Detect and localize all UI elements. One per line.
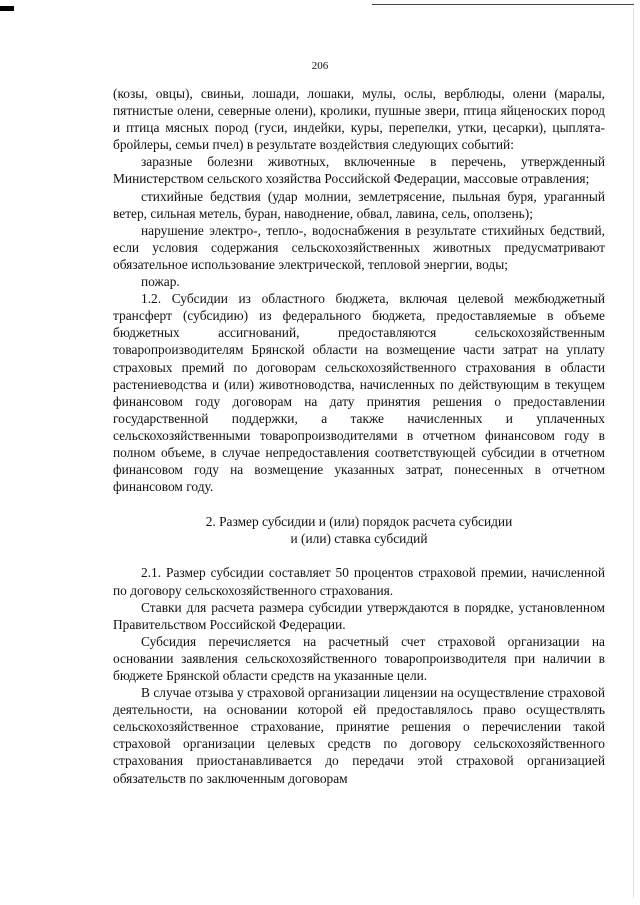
paragraph-fire: пожар. — [141, 274, 180, 290]
paragraph-2-1: 2.1. Размер субсидии составляет 50 процентов страховой премии, начисленной по договору сельскохозяйственного страхования. — [113, 565, 605, 598]
paragraph-license-revocation: В случае отзыва у страховой организации лицензии на осуществление страховой деятельности, на основании которой ей предоставлялось право осуществлять сельскохозяйственное страхование, принятие решения о перечислении такой страховой организации целевых средств по договору сельскохозяйственного страхования приостанавливается до передачи этой страховой организацией обязательств по заключенным договорам — [113, 685, 605, 786]
scan-artifact-left — [0, 6, 14, 11]
paragraph-animal-list: (козы, овцы), свиньи, лошади, лошаки, мулы, ослы, верблюды, олени (маралы, пятнистые олени, северные олени), кролики, пушные звери, птица яйценоских пород и птица мясных пород (гуси, индейки, куры, перепелки, утки, цесарки), цыплята-бройлеры, семьи пчел) в результате воздействия следующих событий: — [113, 86, 605, 153]
section-heading — [113, 513, 605, 547]
section-heading-line-2: и (или) ставка субсидий — [290, 531, 428, 547]
paragraph-utility-failure: нарушение электро-, тепло-, водоснабжения в результате стихийных бедствий, если условия содержания сельскохозяйственных животных предусматривают обязательное использование электрической, тепловой энергии, воды; — [113, 222, 605, 272]
section-heading-line-1: 2. Размер субсидии и (или) порядок расчета субсидии — [205, 514, 513, 530]
paragraph-transfer: Субсидия перечисляется на расчетный счет страховой организации на основании заявления сельскохозяйственного товаропроизводителя при наличии в бюджете Брянской области средств на указанные цели. — [113, 633, 605, 683]
paragraph-diseases: заразные болезни животных, включенные в перечень, утвержденный Министерством сельского хозяйства Российской Федерации, массовые отравления; — [113, 154, 605, 187]
paragraph-1-2: 1.2. Субсидии из областного бюджета, включая целевой межбюджетный трансферт (субсидию) из федерального бюджета, предоставляемые в объеме бюджетных ассигнований, предоставляются сельскохозяйственным товаропроизводителям Брянской области на возмещение части затрат на уплату страховых премий по договорам сельскохозяйственного страхования в области растениеводства и (или) животноводства, начисленных по действующим в текущем финансовом году договорам на дату принятия решения о предоставлении государственной поддержки, а также начисленных и уплаченных сельскохозяйственными товаропроизводителями в отчетном финансовом году в полном объеме, в случае непредоставления соответствующей субсидии в отчетном финансовом году на возмещение указанных затрат, понесенных в отчетном финансовом году. — [113, 291, 605, 495]
scan-artifact-top — [372, 4, 634, 5]
page-number: 206 — [311, 60, 329, 72]
paragraph-natural-disasters: стихийные бедствия (удар молнии, землетрясение, пыльная буря, ураганный ветер, сильная метель, буран, наводнение, обвал, лавина, сель, оползень); — [113, 188, 605, 221]
scan-artifact-right-edge — [633, 8, 634, 898]
document-body — [113, 85, 605, 787]
paragraph-rates: Ставки для расчета размера субсидии утверждаются в порядке, установленном Правительством Российской Федерации. — [113, 599, 605, 632]
